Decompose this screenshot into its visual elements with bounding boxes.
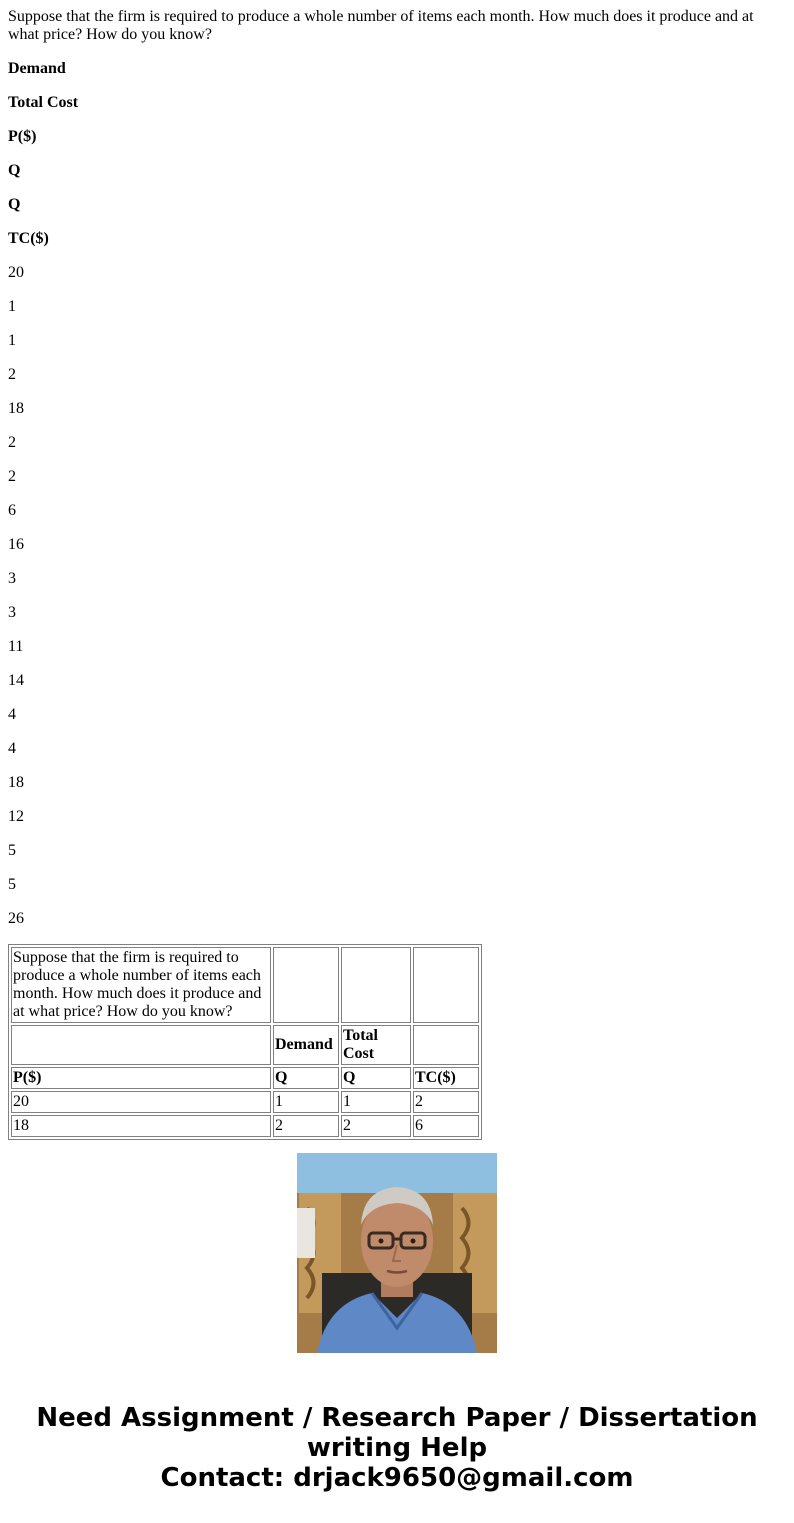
value-line: 4 xyxy=(8,740,16,757)
heading-quantity-cost: Q xyxy=(8,196,21,213)
author-avatar xyxy=(297,1153,497,1353)
table-row xyxy=(11,1115,479,1137)
table-cell: 6 xyxy=(413,1115,479,1137)
table-question-cell: Suppose that the firm is required to produce a whole number of items each month. How much does it produce and at what price? How do you know? xyxy=(11,947,271,1023)
table-cell: 20 xyxy=(11,1091,271,1113)
table-group-header-empty xyxy=(11,1025,271,1065)
table-cell: 1 xyxy=(341,1091,411,1113)
value-line: 18 xyxy=(8,774,24,791)
table-group-header-demand: Demand xyxy=(273,1025,339,1065)
table-empty-cell xyxy=(273,947,339,1023)
value-line: 20 xyxy=(8,264,24,281)
heading-total-cost: Total Cost xyxy=(8,94,79,111)
value-line: 4 xyxy=(8,706,16,723)
question-text: Suppose that the firm is required to produce a whole number of items each month. How much does it produce and at what price? How do you know? xyxy=(8,8,754,43)
table-cell: 2 xyxy=(341,1115,411,1137)
table-row xyxy=(11,1091,479,1113)
value-line: 1 xyxy=(8,332,16,349)
table-header-quantity: Q xyxy=(341,1067,411,1089)
table-header-total-cost: TC($) xyxy=(413,1067,479,1089)
banner-line-2: writing Help xyxy=(306,1433,488,1463)
table-group-header-empty xyxy=(413,1025,479,1065)
value-line: 5 xyxy=(8,876,16,893)
table-empty-cell xyxy=(413,947,479,1023)
table-cell: 1 xyxy=(273,1091,339,1113)
table-row-group-headers xyxy=(11,1025,479,1065)
table-header-quantity: Q xyxy=(273,1067,339,1089)
value-line: 3 xyxy=(8,604,16,621)
table-cell: 2 xyxy=(413,1091,479,1113)
value-line: 16 xyxy=(8,536,24,553)
value-line: 2 xyxy=(8,434,16,451)
table-cell: 2 xyxy=(273,1115,339,1137)
document-body xyxy=(8,0,786,944)
value-line: 18 xyxy=(8,400,24,417)
value-line: 11 xyxy=(8,638,24,655)
table-group-header-total-cost: Total Cost xyxy=(341,1025,411,1065)
value-line: 12 xyxy=(8,808,24,825)
value-line: 5 xyxy=(8,842,16,859)
value-line: 3 xyxy=(8,570,16,587)
value-line: 14 xyxy=(8,672,24,689)
value-line: 26 xyxy=(8,910,24,927)
data-table-viewport xyxy=(8,944,488,1134)
table-empty-cell xyxy=(341,947,411,1023)
heading-price: P($) xyxy=(8,128,37,145)
table-row-column-headers xyxy=(11,1067,479,1089)
heading-total-cost-dollars: TC($) xyxy=(8,230,49,247)
value-line: 2 xyxy=(8,468,16,485)
table-header-price: P($) xyxy=(11,1067,271,1089)
value-line: 2 xyxy=(8,366,16,383)
data-table xyxy=(8,944,482,1140)
table-row-question xyxy=(11,947,479,1023)
author-photo-icon xyxy=(297,1153,497,1353)
table-cell: 18 xyxy=(11,1115,271,1137)
banner-line-1: Need Assignment / Research Paper / Dissertation xyxy=(36,1403,758,1433)
value-line: 1 xyxy=(8,298,16,315)
banner-contact-line: Contact: drjack9650@gmail.com xyxy=(160,1463,634,1493)
heading-quantity-demand: Q xyxy=(8,162,21,179)
heading-demand: Demand xyxy=(8,60,66,77)
contact-banner xyxy=(0,1403,794,1493)
value-line: 6 xyxy=(8,502,16,519)
